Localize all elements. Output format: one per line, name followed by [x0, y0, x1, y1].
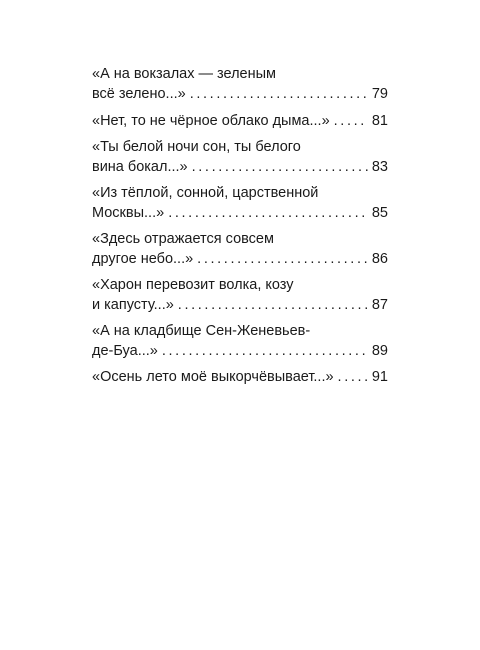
toc-entry-title-line: вина бокал...» — [92, 159, 188, 175]
toc-entry-title-line: «А на вокзалах — зеленым — [92, 66, 277, 82]
toc-entry-title-line: «Ты белой ночи сон, ты белого — [92, 139, 301, 155]
toc-entry-last-line — [92, 341, 388, 361]
toc-entry-last-line — [92, 295, 388, 315]
toc-page-number: 89 — [371, 343, 388, 359]
toc-entry-last-line — [92, 249, 388, 269]
toc-entry-last-line — [92, 157, 388, 177]
toc-entry-title-line: другое небо...» — [92, 251, 194, 267]
toc-entry-title-line: «Здесь отражается совсем — [92, 231, 274, 247]
toc-entry-title-line: «А на кладбище Сен-Женевьев- — [92, 323, 311, 339]
toc-entry[interactable] — [92, 229, 388, 269]
toc-page-number: 86 — [371, 251, 388, 267]
toc-entry[interactable] — [92, 137, 388, 177]
table-of-contents — [92, 64, 388, 393]
dot-leader — [192, 157, 368, 177]
toc-entry[interactable] — [92, 367, 388, 387]
dot-leader — [197, 249, 368, 269]
toc-entry-title-line: Москвы...» — [92, 205, 165, 221]
toc-entry-title-line: «Нет, то не чёрное облако дыма...» — [92, 113, 330, 129]
toc-entry-title-line: де-Буа...» — [92, 343, 158, 359]
dot-leader — [178, 295, 368, 315]
toc-entry-last-line — [92, 203, 388, 223]
toc-entry[interactable] — [92, 64, 388, 104]
toc-page-number: 79 — [371, 86, 388, 102]
toc-entry-title-line: «Осень лето моё выкорчёвывает...» — [92, 369, 334, 385]
toc-entry-last-line — [92, 111, 388, 131]
toc-page-number: 87 — [371, 297, 388, 313]
dot-leader — [162, 341, 368, 361]
toc-entry-last-line — [92, 84, 388, 104]
toc-entry-title-line: «Из тёплой, сонной, царственной — [92, 185, 319, 201]
toc-entry-title-line: всё зелено...» — [92, 86, 186, 102]
dot-leader — [334, 111, 368, 131]
dot-leader — [338, 367, 368, 387]
toc-page-number: 85 — [371, 205, 388, 221]
toc-entry-title-line: и капусту...» — [92, 297, 174, 313]
toc-page-number: 83 — [371, 159, 388, 175]
toc-page-number: 81 — [371, 113, 388, 129]
dot-leader — [190, 84, 368, 104]
toc-entry-title-line: «Харон перевозит волка, козу — [92, 277, 294, 293]
toc-entry[interactable] — [92, 183, 388, 223]
toc-entry[interactable] — [92, 111, 388, 131]
toc-entry[interactable] — [92, 321, 388, 361]
toc-page-number: 91 — [371, 369, 388, 385]
toc-entry-last-line — [92, 367, 388, 387]
dot-leader — [168, 203, 368, 223]
toc-entry[interactable] — [92, 275, 388, 315]
